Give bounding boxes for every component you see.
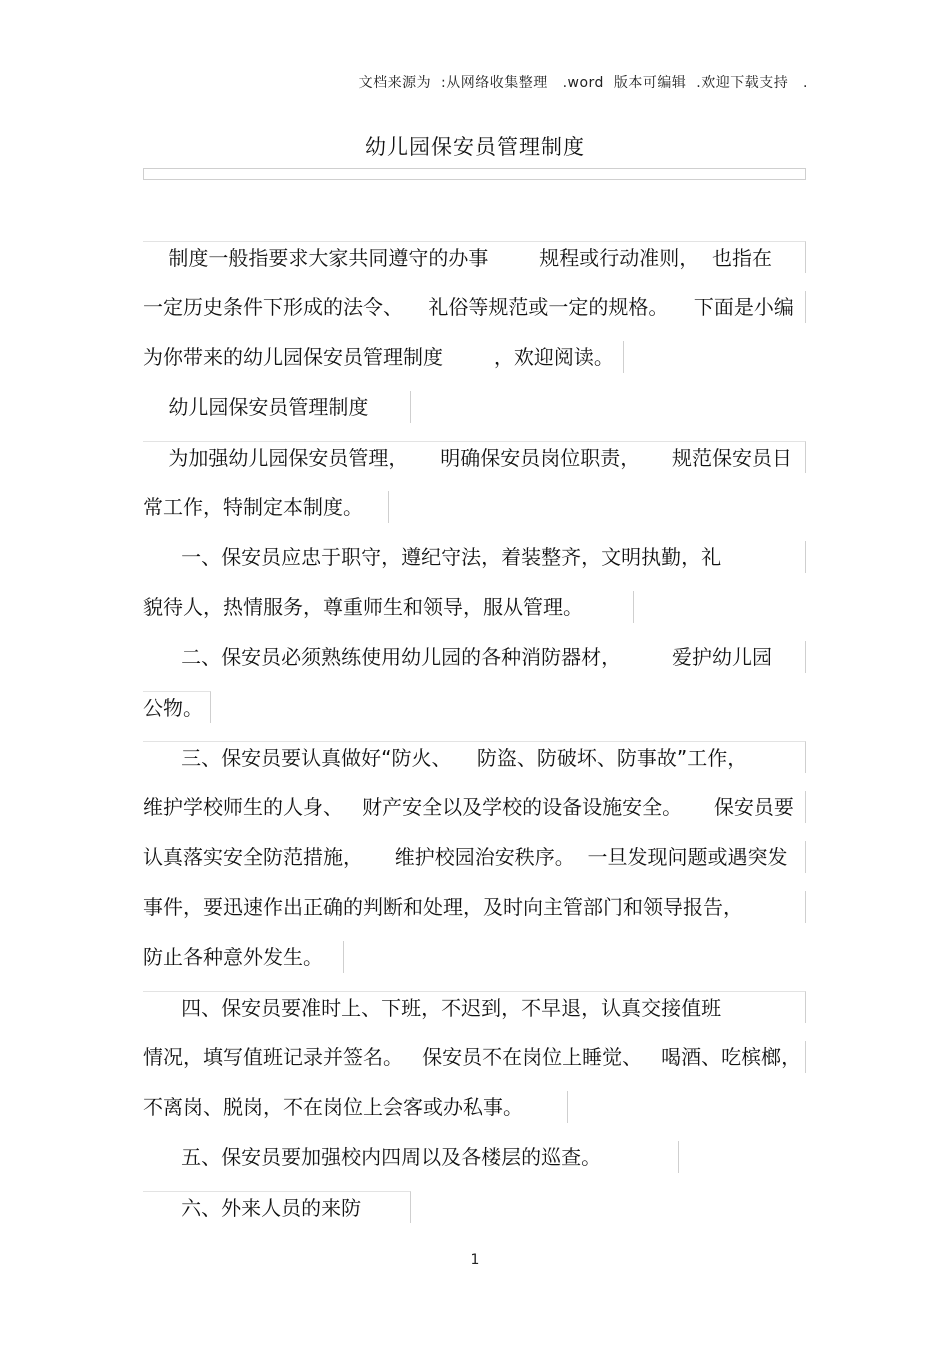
body-line-5: 为加强幼儿园保安员管理， 明确保安员岗位职责， 规范保安员日: [143, 441, 806, 473]
body-line-11: 三、保安员要认真做好“防火、 防盗、防破坏、防事故”工作，: [143, 741, 806, 773]
source-note-header: 文档来源为 :从网络收集整理 .word 版本可编辑 .欢迎下载支持 .: [358, 75, 808, 91]
body-line-16: 四、保安员要准时上、下班，不迟到，不早退，认真交接值班: [143, 991, 806, 1023]
body-line-13: 认真落实安全防范措施， 维护校园治安秩序。 一旦发现问题或遇突发: [143, 841, 806, 873]
body-line-3: 为你带来的幼儿园保安员管理制度 ，欢迎阅读。: [143, 341, 624, 373]
body-line-15: 防止各种意外发生。: [143, 941, 344, 973]
body-line-20: 六、外来人员的来防: [143, 1191, 411, 1223]
body-line-7: 一、保安员应忠于职守，遵纪守法，着装整齐，文明执勤，礼: [143, 541, 806, 573]
body-line-19: 五、保安员要加强校内四周以及各楼层的巡查。: [143, 1141, 679, 1173]
document-title: 幼儿园保安员管理制度: [365, 135, 585, 159]
body-line-12: 维护学校师生的人身、 财产安全以及学校的设备设施安全。 保安员要: [143, 791, 806, 823]
body-line-14: 事件，要迅速作出正确的判断和处理，及时向主管部门和领导报告，: [143, 891, 806, 923]
title-underline-box: [143, 168, 806, 180]
body-line-8: 貌待人，热情服务，尊重师生和领导，服从管理。: [143, 591, 634, 623]
page-number: 1: [470, 1252, 480, 1268]
body-line-17: 情况，填写值班记录并签名。 保安员不在岗位上睡觉、 喝酒、吃槟榔，: [143, 1041, 806, 1073]
body-line-10: 公物。: [143, 691, 211, 723]
body-line-4: 幼儿园保安员管理制度: [143, 391, 411, 423]
body-line-2: 一定历史条件下形成的法令、 礼俗等规范或一定的规格。 下面是小编: [143, 291, 806, 323]
body-line-6: 常工作，特制定本制度。: [143, 491, 389, 523]
body-line-18: 不离岗、脱岗，不在岗位上会客或办私事。: [143, 1091, 568, 1123]
body-line-9: 二、保安员必须熟练使用幼儿园的各种消防器材， 爱护幼儿园: [143, 641, 806, 673]
body-line-1: 制度一般指要求大家共同遵守的办事 规程或行动准则， 也指在: [143, 241, 806, 273]
